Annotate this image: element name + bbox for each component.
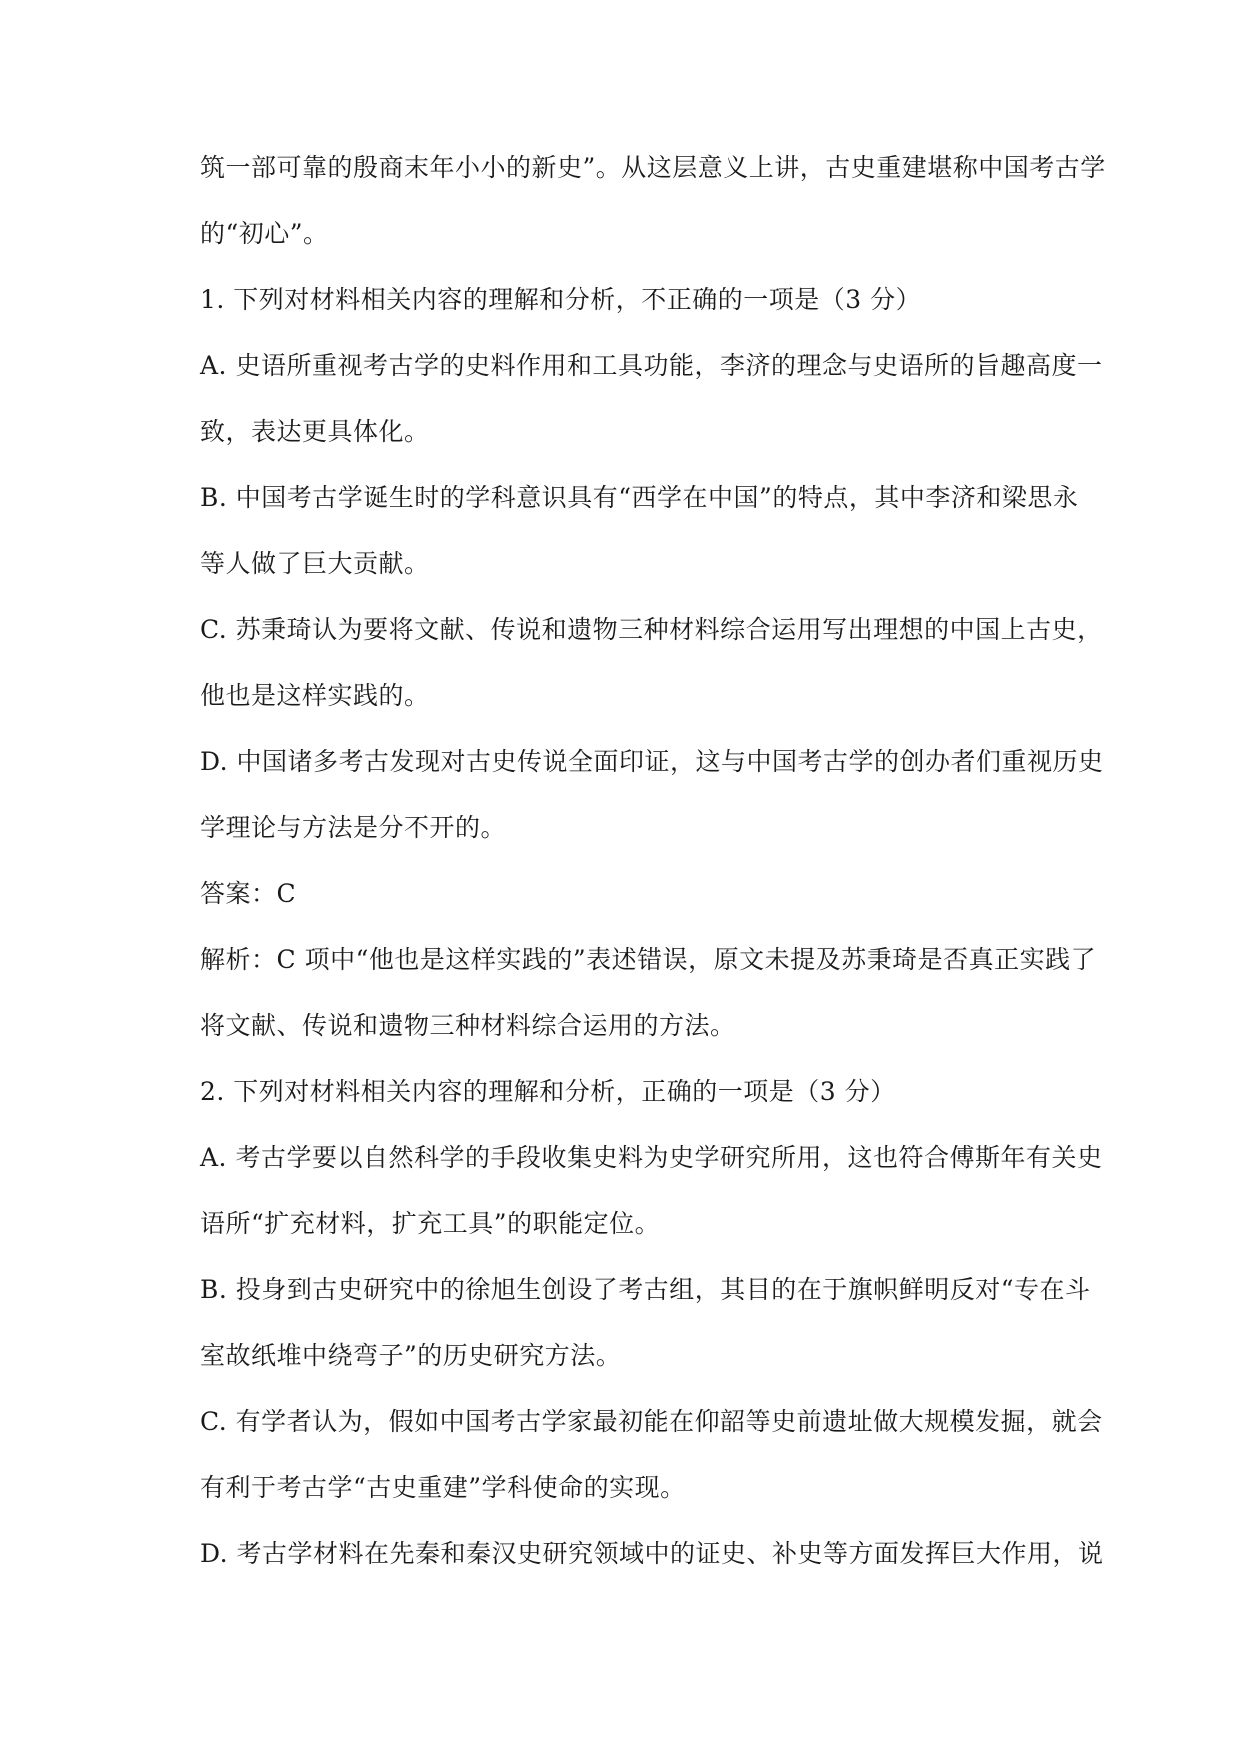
option-line: 等人做了巨大贡献。 bbox=[200, 549, 430, 578]
question-2 bbox=[200, 1059, 1104, 1587]
option-line: 室故纸堆中绕弯子”的历史研究方法。 bbox=[200, 1341, 622, 1370]
question-2-option-a bbox=[200, 1125, 1103, 1257]
question-1-answer: 答案：C bbox=[200, 879, 297, 908]
question-2-stem: 2. 下列对材料相关内容的理解和分析，正确的一项是（3 分） bbox=[200, 1077, 896, 1106]
question-2-option-b bbox=[200, 1257, 1091, 1389]
option-line: D. 考古学材料在先秦和秦汉史研究领域中的证史、补史等方面发挥巨大作用，说 bbox=[200, 1539, 1104, 1568]
question-1-option-b bbox=[200, 465, 1080, 597]
analysis-line: 将文献、传说和遗物三种材料综合运用的方法。 bbox=[200, 1011, 736, 1040]
question-1 bbox=[200, 267, 1104, 1059]
option-line: 学理论与方法是分不开的。 bbox=[200, 813, 507, 842]
question-1-stem: 1. 下列对材料相关内容的理解和分析，不正确的一项是（3 分） bbox=[200, 285, 922, 314]
option-line: B. 投身到古史研究中的徐旭生创设了考古组，其目的在于旗帜鲜明反对“专在斗 bbox=[200, 1275, 1091, 1304]
option-line: C. 苏秉琦认为要将文献、传说和遗物三种材料综合运用写出理想的中国上古史， bbox=[200, 615, 1103, 644]
option-line: 有利于考古学“古史重建”学科使命的实现。 bbox=[200, 1473, 686, 1502]
question-1-option-c bbox=[200, 597, 1103, 729]
question-1-analysis bbox=[200, 927, 1097, 1059]
option-line: A. 考古学要以自然科学的手段收集史料为史学研究所用，这也符合傅斯年有关史 bbox=[200, 1143, 1103, 1172]
analysis-line: 解析：C 项中“他也是这样实践的”表述错误，原文未提及苏秉琦是否真正实践了 bbox=[200, 945, 1097, 974]
passage-line: 筑一部可靠的殷商末年小小的新史”。从这层意义上讲，古史重建堪称中国考古学 bbox=[200, 153, 1106, 182]
option-line: B. 中国考古学诞生时的学科意识具有“西学在中国”的特点，其中李济和梁思永 bbox=[200, 483, 1079, 512]
option-line: 语所“扩充材料，扩充工具”的职能定位。 bbox=[200, 1209, 661, 1238]
passage-line: 的“初心”。 bbox=[200, 219, 329, 248]
option-line: A. 史语所重视考古学的史料作用和工具功能，李济的理念与史语所的旨趣高度一 bbox=[200, 351, 1103, 380]
option-line: 他也是这样实践的。 bbox=[200, 681, 430, 710]
question-2-option-c bbox=[200, 1389, 1103, 1521]
option-line: D. 中国诸多考古发现对古史传说全面印证，这与中国考古学的创办者们重视历史 bbox=[200, 747, 1104, 776]
document-page bbox=[200, 135, 1106, 1587]
question-2-option-d bbox=[200, 1521, 1104, 1587]
question-1-option-a bbox=[200, 333, 1103, 465]
passage-tail bbox=[200, 135, 1106, 267]
question-1-option-d bbox=[200, 729, 1104, 861]
option-line: 致，表达更具体化。 bbox=[200, 417, 430, 446]
option-line: C. 有学者认为，假如中国考古学家最初能在仰韶等史前遗址做大规模发掘，就会 bbox=[200, 1407, 1103, 1436]
